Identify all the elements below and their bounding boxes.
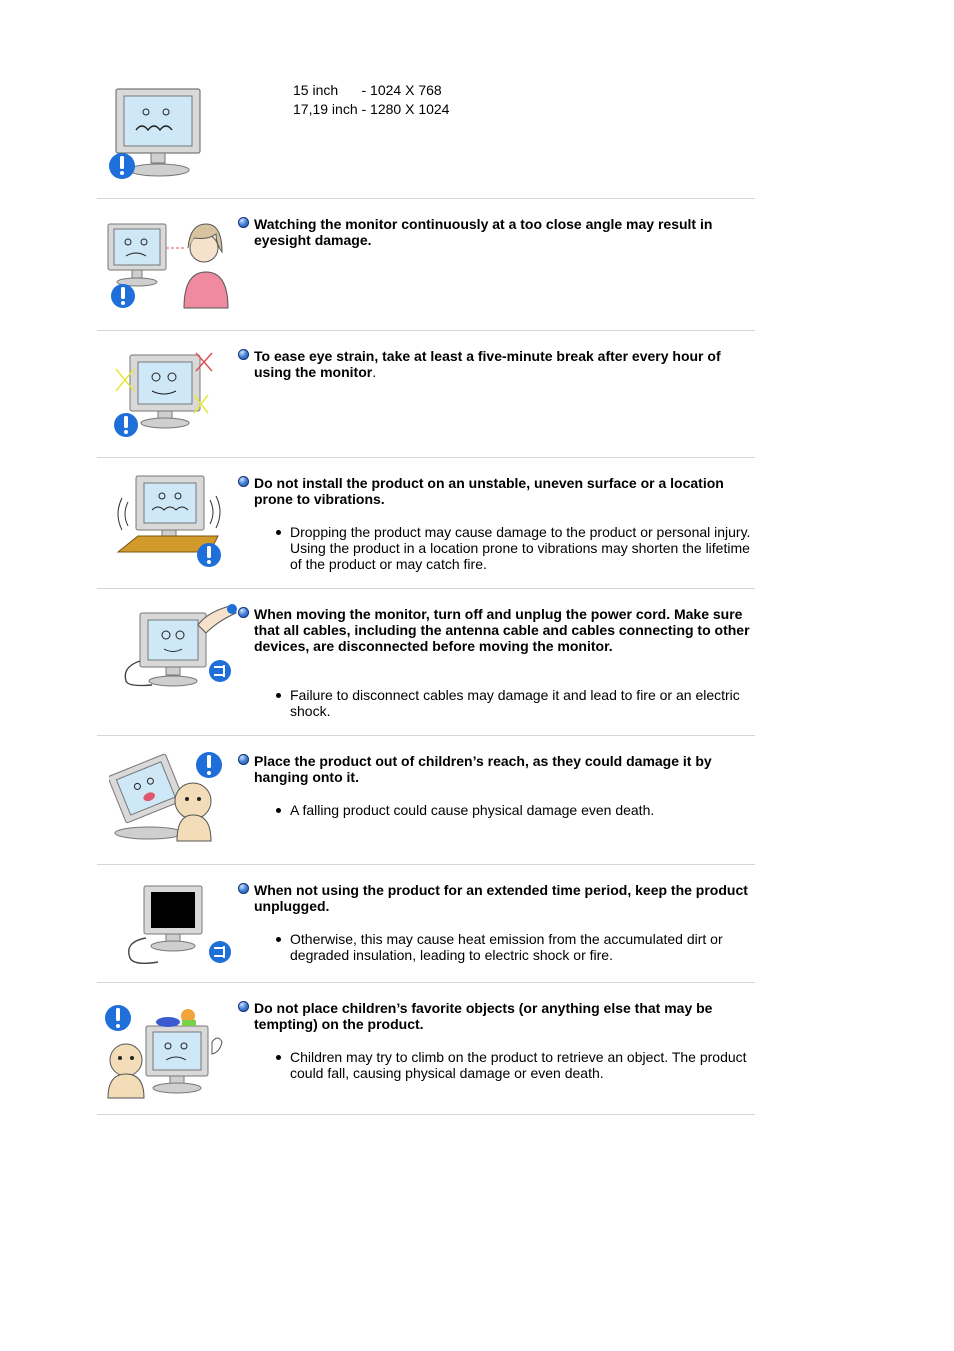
resolution-list <box>293 81 449 119</box>
bullet-text: Failure to disconnect cables may damage it and lead to fire or an electric shock. <box>290 687 740 719</box>
heading-text: When not using the product for an extended time period, keep the product unplugged. <box>254 882 748 914</box>
unplug-before-moving-illustration <box>124 603 238 693</box>
eye-strain-illustration <box>108 349 218 439</box>
bullet-dot <box>276 693 281 698</box>
children-reach-illustration <box>109 749 227 847</box>
section-heading <box>254 606 754 654</box>
section-divider <box>97 1114 755 1115</box>
section-heading <box>254 348 754 380</box>
favorite-objects-illustration <box>104 1002 228 1100</box>
resolution-row <box>293 81 449 100</box>
bullet-dot <box>276 530 281 535</box>
monitor-warning-illustration <box>104 84 204 184</box>
heading-text: Watching the monitor continuously at a too close angle may result in eyesight damage. <box>254 216 713 248</box>
close-viewing-illustration <box>104 218 229 313</box>
section-divider <box>97 735 755 736</box>
bullet-dot <box>276 808 281 813</box>
bullet-dot <box>276 937 281 942</box>
blue-bullet-icon <box>238 754 249 765</box>
heading-text: To ease eye strain, take at least a five-minute break after every hour of using the monitor <box>254 348 721 380</box>
section-divider <box>97 457 755 458</box>
section-heading <box>254 475 754 507</box>
section-heading <box>254 1000 754 1032</box>
section-heading <box>254 753 754 785</box>
bullet-dot <box>276 1055 281 1060</box>
keep-unplugged-illustration <box>126 882 234 968</box>
bullet-text: Dropping the product may cause damage to the product or personal injury. Using the product in a location prone to vibrations may shorten the lifetime of the product or may catch fire. <box>290 524 751 572</box>
heading-text: Do not place children’s favorite objects (or anything else that may be tempting) on the product. <box>254 1000 713 1032</box>
resolution-row <box>293 100 449 119</box>
resolution-size: 15 inch <box>293 82 339 98</box>
blue-bullet-icon <box>238 607 249 618</box>
section-divider <box>97 330 755 331</box>
heading-text: Do not install the product on an unstable, uneven surface or a location prone to vibrations. <box>254 475 724 507</box>
heading-text: Place the product out of children’s reach, as they could damage it by hanging onto it. <box>254 753 712 785</box>
section-heading <box>254 216 754 248</box>
blue-bullet-icon <box>238 1001 249 1012</box>
heading-suffix: . <box>372 364 377 380</box>
blue-bullet-icon <box>238 349 249 360</box>
bullet-text: Children may try to climb on the product to retrieve an object. The product could fall, causing physical damage or even death. <box>290 1049 747 1081</box>
blue-bullet-icon <box>238 476 249 487</box>
blue-bullet-icon <box>238 217 249 228</box>
unstable-surface-illustration <box>116 472 226 570</box>
section-divider <box>97 864 755 865</box>
resolution-value: - 1024 X 768 <box>361 82 442 98</box>
bullet-text: Otherwise, this may cause heat emission from the accumulated dirt or degraded insulation, leading to electric shock or fire. <box>290 931 723 963</box>
heading-text: When moving the monitor, turn off and unplug the power cord. Make sure that all cables, including the antenna cable and cables connecting to other devices, are disconnected before moving the monitor. <box>254 606 750 654</box>
section-heading <box>254 882 754 914</box>
section-divider <box>97 198 755 199</box>
resolution-value: - 1280 X 1024 <box>361 101 450 117</box>
section-divider <box>97 982 755 983</box>
bullet-text: A falling product could cause physical damage even death. <box>290 802 655 818</box>
section-divider <box>97 588 755 589</box>
blue-bullet-icon <box>238 883 249 894</box>
resolution-size: 17,19 inch <box>293 101 358 117</box>
